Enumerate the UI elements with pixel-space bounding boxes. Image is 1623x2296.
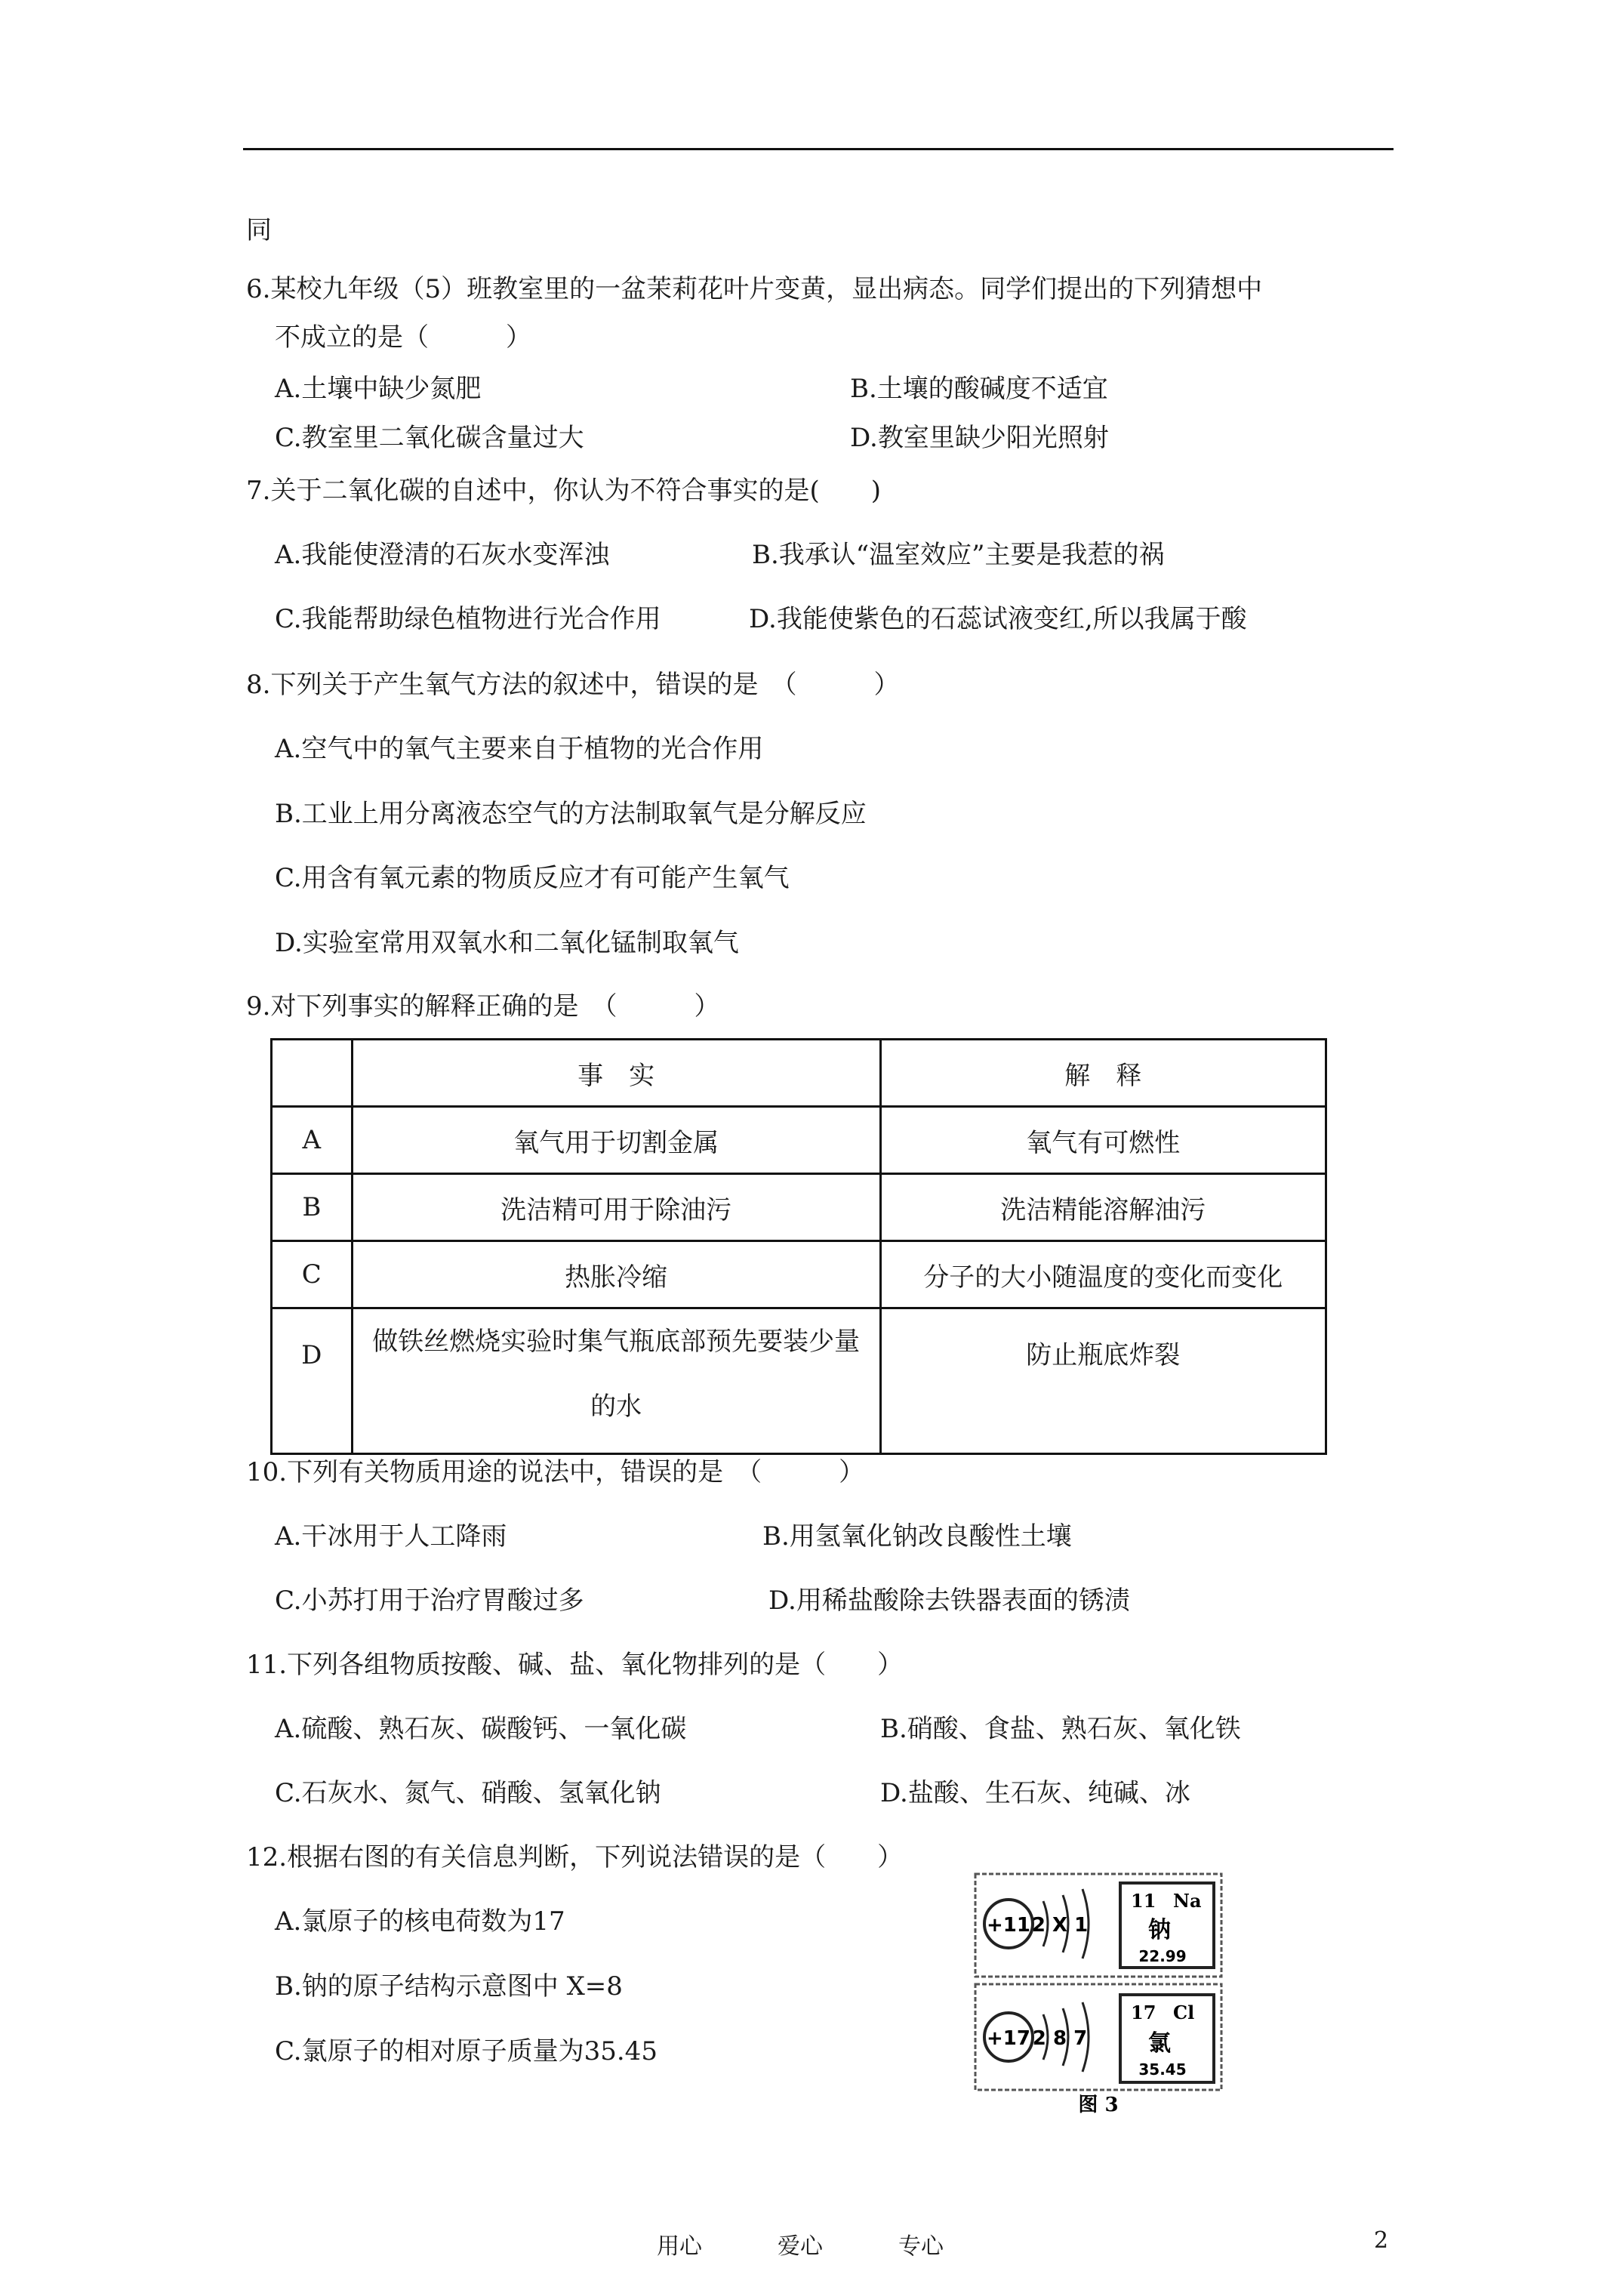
q12-stem: 12.根据右图的有关信息判断，下列说法错误的是（ ）: [246, 1842, 904, 1872]
q6-option-b: B.土壤的酸碱度不适宜: [850, 374, 1108, 404]
na-nucleus-charge: +11: [987, 1914, 1030, 1937]
cl-mass: 35.45: [1138, 2060, 1187, 2079]
q6-stem-cont: 不成立的是（ ）: [275, 322, 531, 353]
q10-option-b: B.用氢氧化钠改良酸性土壤: [762, 1521, 1072, 1552]
na-atomic-number: 11: [1131, 1890, 1156, 1912]
row-label: A: [272, 1107, 353, 1174]
table-row: [272, 1107, 1326, 1174]
page-number: 2: [1374, 2227, 1389, 2254]
row-explain: 防止瓶底炸裂: [880, 1308, 1326, 1454]
na-shell-electrons: 2 X 1: [1031, 1914, 1089, 1937]
row-explain: 氧气有可燃性: [880, 1107, 1326, 1174]
q10-option-d: D.用稀盐酸除去铁器表面的锈渍: [768, 1586, 1130, 1616]
q6-option-a: A.土壤中缺少氮肥: [275, 374, 482, 404]
q6-option-d: D.教室里缺少阳光照射: [850, 423, 1109, 453]
q8-option-d: D.实验室常用双氧水和二氧化锰制取氧气: [275, 928, 739, 958]
q10-stem: 10.下列有关物质用途的说法中，错误的是 （ ）: [246, 1457, 865, 1487]
row-explain: 洗洁精能溶解油污: [880, 1174, 1326, 1241]
table-header-explain: 解 释: [880, 1040, 1326, 1107]
table-header-row: [272, 1040, 1326, 1107]
q9-stem: 9.对下列事实的解释正确的是 （ ）: [246, 991, 720, 1022]
q6-option-c: C.教室里二氧化碳含量过大: [275, 423, 584, 453]
row-label: D: [272, 1308, 353, 1454]
cl-atomic-number: 17: [1131, 2002, 1156, 2023]
footer-word-2: 爱心: [778, 2233, 823, 2260]
header-rule: [243, 148, 1394, 150]
q7-option-d: D.我能使紫色的石蕊试液变红,所以我属于酸: [749, 604, 1247, 634]
q10-option-c: C.小苏打用于治疗胃酸过多: [275, 1586, 584, 1616]
q12-option-b: B.钠的原子结构示意图中 X=8: [275, 1971, 623, 2002]
q11-option-d: D.盐酸、生石灰、纯碱、冰: [880, 1778, 1190, 1808]
row-explain: 分子的大小随温度的变化而变化: [880, 1241, 1326, 1308]
na-symbol: Na: [1173, 1890, 1202, 1912]
q10-option-a: A.干冰用于人工降雨: [275, 1521, 507, 1552]
table-row: [272, 1241, 1326, 1308]
cl-shell-electrons: 2 8 7: [1032, 2027, 1088, 2050]
q8-option-b: B.工业上用分离液态空气的方法制取氧气是分解反应: [275, 799, 867, 829]
continued-text: 同: [246, 215, 272, 245]
table-header-blank: [272, 1040, 353, 1107]
q8-option-a: A.空气中的氧气主要来自于植物的光合作用: [275, 734, 764, 764]
cl-symbol: Cl: [1173, 2002, 1195, 2023]
q7-stem: 7.关于二氧化碳的自述中，你认为不符合事实的是( ): [246, 476, 881, 506]
q12-option-c: C.氯原子的相对原子质量为35.45: [275, 2036, 658, 2066]
q7-option-c: C.我能帮助绿色植物进行光合作用: [275, 604, 661, 634]
q11-option-c: C.石灰水、氮气、硝酸、氢氧化钠: [275, 1778, 661, 1808]
cl-name: 氯: [1148, 2030, 1171, 2057]
q11-option-b: B.硝酸、食盐、熟石灰、氧化铁: [880, 1714, 1241, 1744]
q6-stem: 6.某校九年级（5）班教室里的一盆茉莉花叶片变黄，显出病态。同学们提出的下列猜想中: [246, 274, 1263, 304]
figure-caption: 图 3: [1078, 2094, 1119, 2116]
row-fact: [352, 1308, 880, 1454]
q8-stem: 8.下列关于产生氧气方法的叙述中，错误的是 （ ）: [246, 670, 900, 700]
row-fact-text: 做铁丝燃烧实验时集气瓶底部预先要装少量的水: [372, 1327, 861, 1422]
footer-motto: [657, 2227, 944, 2261]
q12-option-a: A.氯原子的核电荷数为17: [275, 1906, 565, 1937]
table-row: [272, 1174, 1326, 1241]
atom-structure-figure: [972, 1871, 1224, 2120]
q11-stem: 11.下列各组物质按酸、碱、盐、氧化物排列的是（ ）: [246, 1650, 904, 1680]
footer-word-1: 用心: [657, 2233, 702, 2260]
na-mass: 22.99: [1138, 1947, 1187, 1965]
footer-word-3: 专心: [898, 2233, 944, 2260]
row-fact: 热胀冷缩: [352, 1241, 880, 1308]
row-fact: 洗洁精可用于除油污: [352, 1174, 880, 1241]
table-header-fact: 事 实: [352, 1040, 880, 1107]
facts-table: [270, 1038, 1327, 1455]
row-fact: 氧气用于切割金属: [352, 1107, 880, 1174]
row-label: B: [272, 1174, 353, 1241]
cl-nucleus-charge: +17: [987, 2027, 1030, 2050]
q7-option-b: B.我承认“温室效应”主要是我惹的祸: [752, 540, 1165, 570]
q11-option-a: A.硫酸、熟石灰、碳酸钙、一氧化碳: [275, 1714, 687, 1744]
row-label: C: [272, 1241, 353, 1308]
q7-option-a: A.我能使澄清的石灰水变浑浊: [275, 540, 610, 570]
na-name: 钠: [1148, 1917, 1171, 1943]
q8-option-c: C.用含有氧元素的物质反应才有可能产生氧气: [275, 863, 790, 893]
table-row: [272, 1308, 1326, 1454]
